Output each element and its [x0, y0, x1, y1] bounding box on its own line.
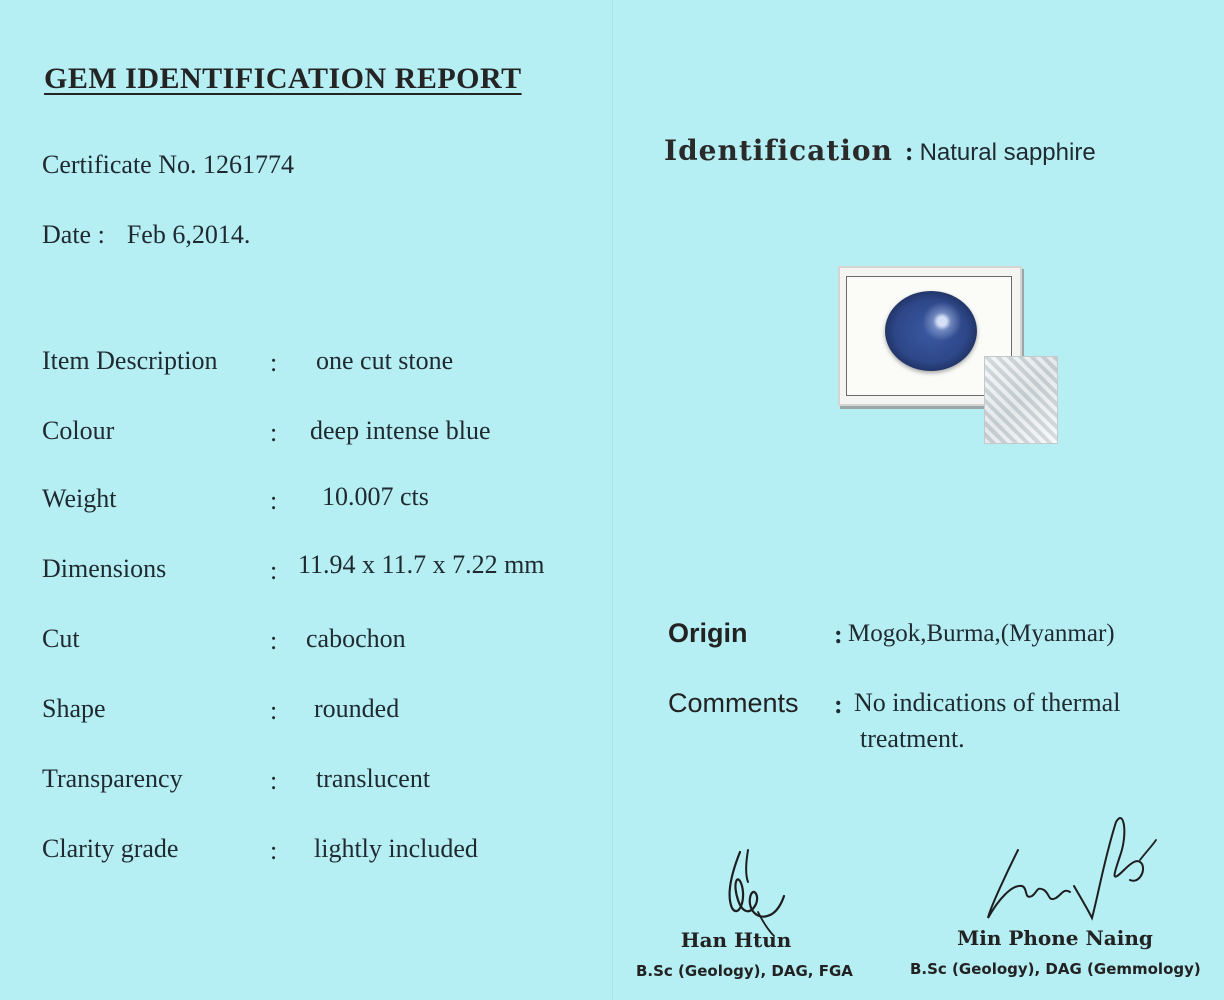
report-title: GEM IDENTIFICATION REPORT: [44, 62, 522, 95]
report-date: [42, 220, 250, 250]
field-label: Transparency: [42, 764, 183, 793]
field-colon: :: [270, 766, 278, 795]
field-colon: :: [270, 348, 278, 377]
field-value: rounded: [314, 694, 400, 723]
field-colon: :: [270, 836, 278, 865]
identification-label: Identification: [664, 134, 893, 167]
signatory-qualification: B.Sc (Geology), DAG, FGA: [636, 962, 853, 980]
origin-colon: :: [834, 620, 843, 649]
field-label: Clarity grade: [42, 834, 179, 863]
comments-value-line1: No indications of thermal: [854, 688, 1121, 717]
signature-han-htun: [712, 842, 792, 938]
field-label: Shape: [42, 694, 106, 723]
field-colon: :: [270, 556, 278, 585]
signatory-min-phone-naing: [910, 926, 1200, 978]
date-value: Feb 6,2014.: [126, 220, 251, 249]
origin-row: [668, 618, 1115, 649]
origin-label: Origin: [668, 618, 748, 648]
field-label: Weight: [42, 484, 117, 513]
field-value: 10.007 cts: [322, 482, 429, 511]
field-colon: :: [270, 626, 278, 655]
origin-value: Mogok,Burma,(Myanmar): [848, 620, 1115, 647]
page-fold: [612, 0, 614, 1000]
identification-row: [664, 134, 1096, 167]
signatory-name: Min Phone Naing: [957, 926, 1153, 950]
field-label: Item Description: [42, 346, 218, 375]
field-colon: :: [270, 418, 278, 447]
sapphire-cabochon-image: [885, 291, 977, 371]
field-colon: :: [270, 696, 278, 725]
field-label: Dimensions: [42, 554, 167, 583]
field-value: deep intense blue: [310, 416, 491, 445]
signature-min-phone-naing: [978, 800, 1168, 930]
signatory-qualification: B.Sc (Geology), DAG (Gemmology): [910, 960, 1201, 978]
field-value: lightly included: [314, 834, 478, 863]
field-value: cabochon: [306, 624, 406, 653]
field-value: 11.94 x 11.7 x 7.22 mm: [298, 550, 545, 579]
identification-colon: :: [904, 137, 914, 166]
field-value: one cut stone: [316, 346, 454, 375]
comments-row: [668, 688, 1121, 753]
field-label: Cut: [42, 624, 80, 653]
hologram-sticker: [984, 356, 1058, 444]
signatory-name: Han Htun: [680, 928, 792, 952]
comments-value-line2: treatment.: [860, 724, 965, 753]
certificate-number: Certificate No. 1261774: [42, 150, 294, 179]
comments-colon: :: [834, 690, 843, 719]
identification-value: Natural sapphire: [919, 139, 1096, 166]
date-label: Date :: [42, 220, 105, 249]
field-label: Colour: [42, 416, 115, 445]
field-value: translucent: [316, 764, 431, 793]
comments-label: Comments: [668, 688, 799, 718]
signatory-han-htun: [636, 928, 853, 980]
field-colon: :: [270, 486, 278, 515]
